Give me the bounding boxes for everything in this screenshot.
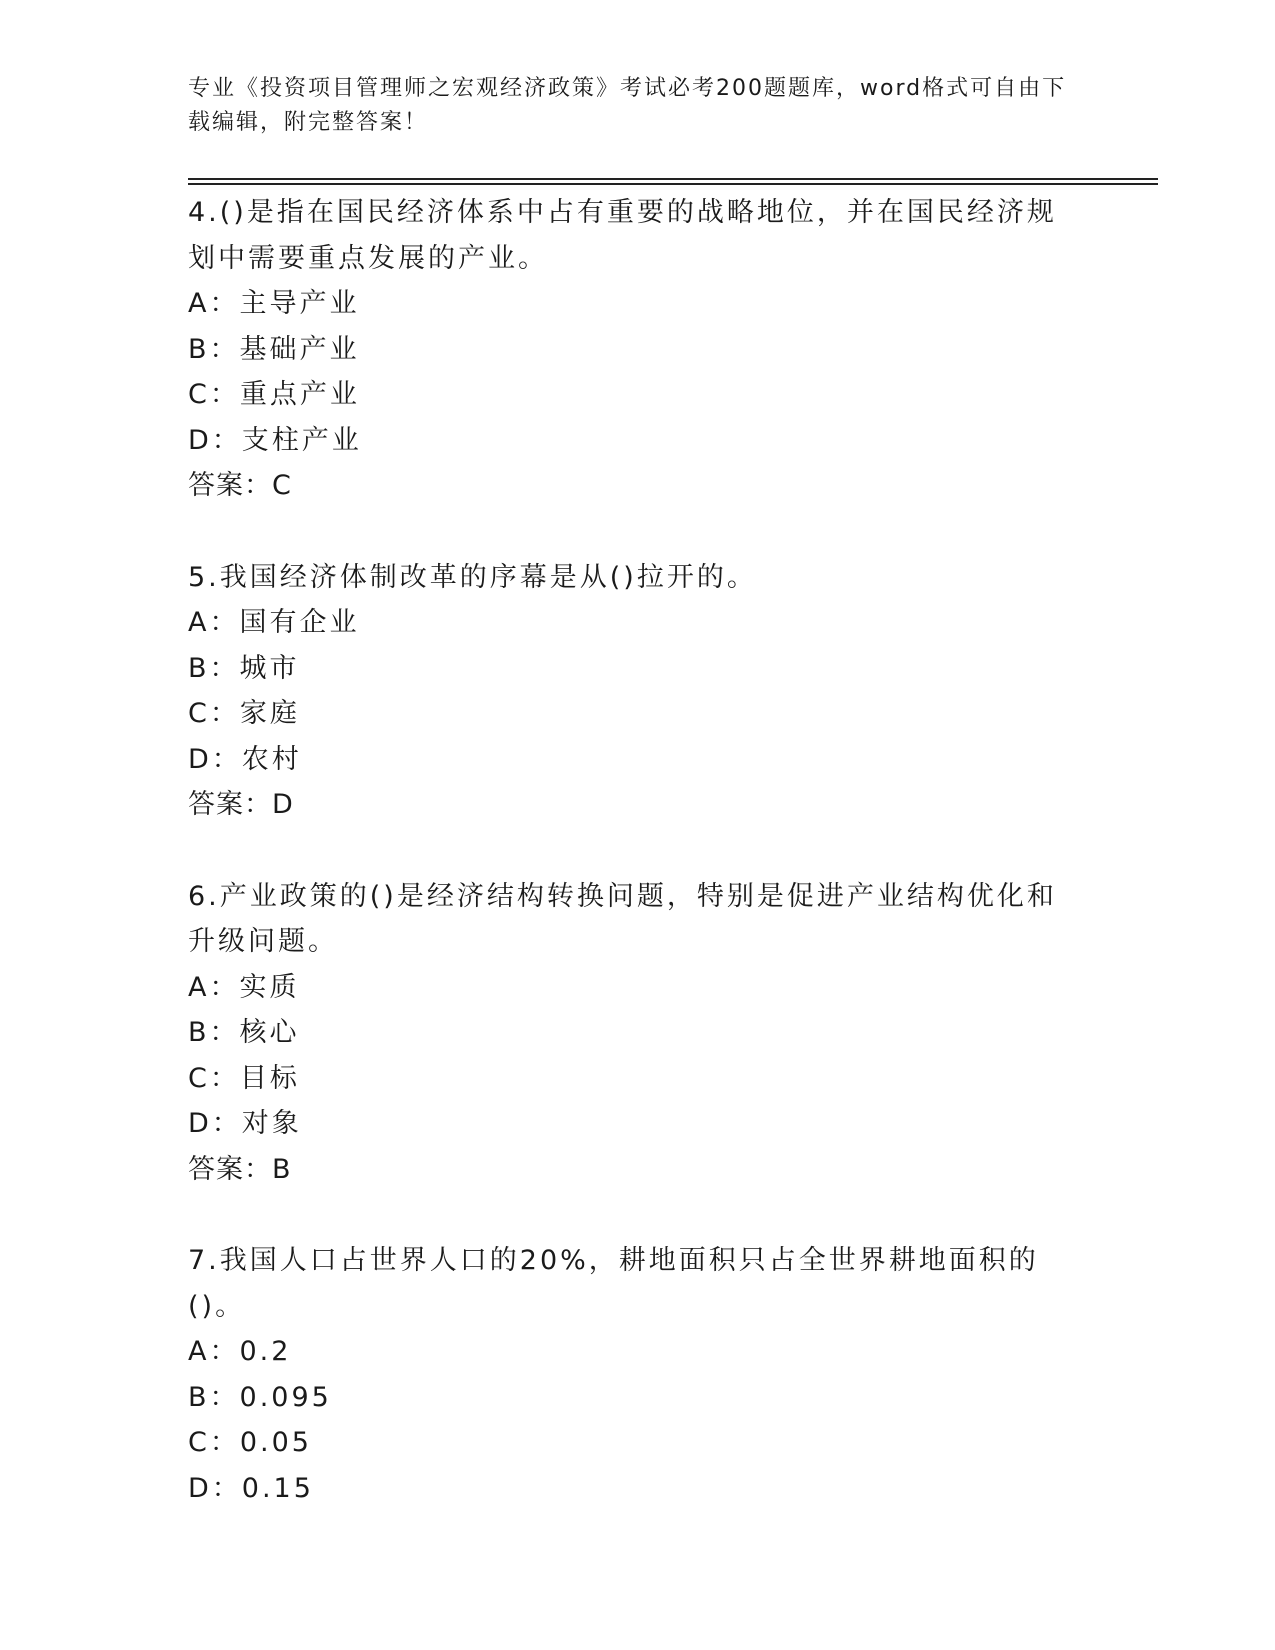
option-key: B： xyxy=(188,652,240,684)
option-key: D： xyxy=(188,1108,242,1139)
option-key: A： xyxy=(188,607,240,638)
option-d xyxy=(188,418,1068,464)
option-b xyxy=(188,1375,1068,1421)
option-text: 0.2 xyxy=(239,1336,292,1367)
option-key: A： xyxy=(188,1336,240,1367)
question-spacer xyxy=(188,1192,1068,1238)
header-divider-bottom xyxy=(188,183,1158,185)
option-a xyxy=(188,600,1068,646)
option-d xyxy=(188,737,1068,783)
option-b xyxy=(188,327,1068,373)
option-key: C： xyxy=(188,698,240,729)
question-4 xyxy=(188,190,1068,509)
question-spacer xyxy=(188,509,1068,555)
option-key: C： xyxy=(188,379,240,410)
option-key: D： xyxy=(188,1472,242,1504)
option-a xyxy=(188,1329,1068,1375)
question-stem: 6.产业政策的()是经济结构转换问题，特别是促进产业结构优化和升级问题。 xyxy=(188,880,1057,957)
document-header: 专业《投资项目管理师之宏观经济政策》考试必考200题题库，word格式可自由下载编辑，附完整答案！ xyxy=(188,76,1067,135)
question-list xyxy=(188,190,1068,1511)
option-a xyxy=(188,965,1068,1011)
option-key: D： xyxy=(188,424,242,456)
option-key: D： xyxy=(188,743,242,775)
option-text: 重点产业 xyxy=(239,379,360,410)
option-text: 0.15 xyxy=(241,1472,314,1504)
option-d xyxy=(188,1466,1068,1512)
option-key: C： xyxy=(188,1062,240,1094)
question-5 xyxy=(188,555,1068,828)
question-stem: 4.()是指在国民经济体系中占有重要的战略地位，并在国民经济规划中需要重点发展的产业。 xyxy=(188,197,1057,274)
option-text: 支柱产业 xyxy=(241,424,362,456)
option-b xyxy=(188,1010,1068,1056)
question-7 xyxy=(188,1238,1068,1511)
option-text: 0.095 xyxy=(239,1381,332,1413)
question-stem: 7.我国人口占世界人口的20%，耕地面积只占全世界耕地面积的()。 xyxy=(188,1245,1039,1322)
option-text: 实质 xyxy=(239,971,300,1003)
option-text: 主导产业 xyxy=(239,288,360,319)
answer-line: 答案：D xyxy=(188,789,294,820)
option-key: B： xyxy=(188,1017,240,1048)
option-c xyxy=(188,1420,1068,1466)
answer-line: 答案：B xyxy=(188,1153,292,1185)
option-c xyxy=(188,372,1068,418)
option-text: 目标 xyxy=(239,1062,300,1094)
option-a xyxy=(188,281,1068,327)
option-text: 农村 xyxy=(241,743,302,775)
option-b xyxy=(188,646,1068,692)
option-text: 对象 xyxy=(241,1108,302,1139)
option-text: 0.05 xyxy=(239,1427,312,1458)
option-text: 城市 xyxy=(239,652,300,684)
question-spacer xyxy=(188,828,1068,874)
option-c xyxy=(188,691,1068,737)
option-d xyxy=(188,1101,1068,1147)
option-key: B： xyxy=(188,333,240,365)
question-6 xyxy=(188,874,1068,1193)
answer-line: 答案：C xyxy=(188,470,292,501)
option-text: 国有企业 xyxy=(239,607,360,638)
option-text: 家庭 xyxy=(239,698,300,729)
question-stem: 5.我国经济体制改革的序幕是从()拉开的。 xyxy=(188,561,757,593)
option-key: C： xyxy=(188,1427,240,1458)
option-text: 基础产业 xyxy=(239,333,360,365)
header-divider-top xyxy=(188,178,1158,180)
option-key: A： xyxy=(188,288,240,319)
option-key: A： xyxy=(188,971,240,1003)
option-c xyxy=(188,1056,1068,1102)
option-key: B： xyxy=(188,1381,240,1413)
option-text: 核心 xyxy=(239,1017,300,1048)
